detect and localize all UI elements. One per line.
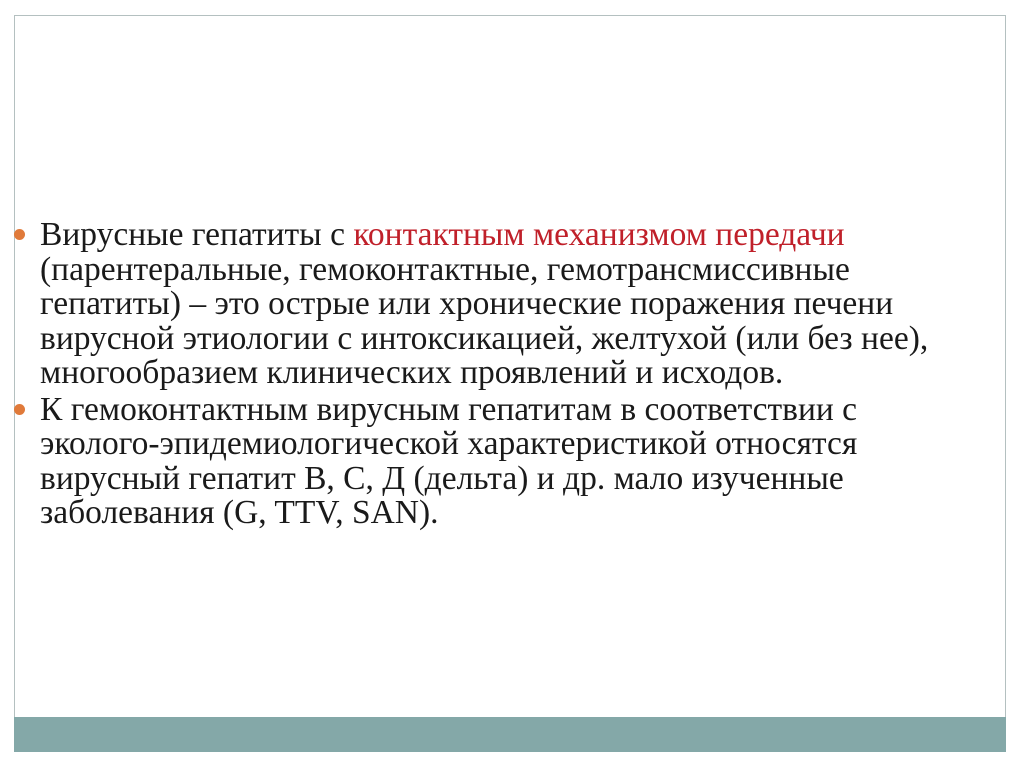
bullet-2-text: К гемоконтактным вирусным гепатитам в соответствии с эколого-эпидемиологической характеристикой относятся вирусный гепатит В, С, Д (дельта) и др. мало изученные заболевания (G, TTV, SAN). bbox=[40, 390, 858, 531]
slide-content bbox=[20, 218, 940, 533]
bottom-decorative-band bbox=[14, 717, 1006, 752]
bullet-1-highlight: контактным механизмом передачи bbox=[353, 216, 845, 253]
bullet-dot-icon bbox=[14, 229, 25, 240]
bullet-item-1 bbox=[20, 218, 940, 391]
bullet-item-2 bbox=[20, 390, 940, 531]
bullet-dot-icon bbox=[14, 404, 25, 415]
bullet-1-text-after: (парентеральные, гемоконтактные, гемотрансмиссивные гепатиты) – это острые или хронические поражения печени вирусной этиологии с интоксикацией, желтухой (или без нее), многообразием клинических проявлений и исходов. bbox=[40, 250, 929, 391]
bullet-1-text-before: Вирусные гепатиты с bbox=[40, 216, 354, 253]
